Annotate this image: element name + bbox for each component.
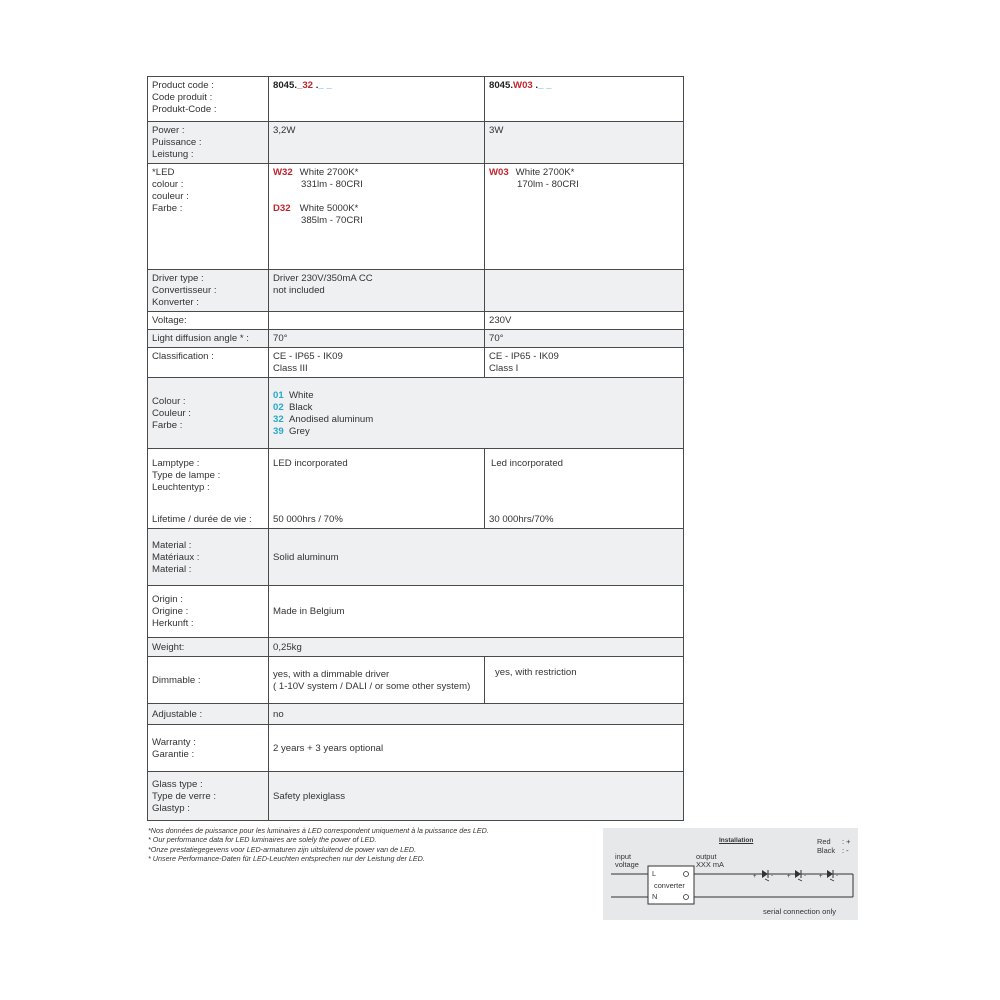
weight-value: 0,25kg bbox=[269, 638, 684, 657]
converter-label: converter bbox=[654, 881, 685, 890]
led-code: W03 bbox=[489, 167, 509, 178]
dimmable-col1 bbox=[269, 657, 485, 704]
colour-name: White bbox=[289, 389, 314, 401]
lifetime-value: 50 000hrs / 70% bbox=[273, 514, 343, 525]
label-line: couleur : bbox=[152, 191, 189, 202]
diffusion-col2: 70° bbox=[485, 330, 684, 348]
legend-red: Red bbox=[817, 837, 831, 846]
row-power bbox=[148, 122, 684, 164]
plus-sign: + bbox=[753, 874, 757, 880]
label-line: Origine : bbox=[152, 606, 189, 617]
classification-col1 bbox=[269, 348, 485, 378]
dimmable-col2: yes, with restriction bbox=[485, 657, 684, 704]
row-warranty bbox=[148, 725, 684, 772]
warranty-label bbox=[148, 725, 269, 772]
legend-black-sign: : - bbox=[842, 846, 849, 855]
colour-option bbox=[273, 402, 679, 414]
power-col2: 3W bbox=[485, 122, 684, 164]
label-line: Code produit : bbox=[152, 92, 213, 103]
product-code-col2 bbox=[485, 77, 684, 122]
label-line: Matériaux : bbox=[152, 551, 200, 563]
diffusion-col1: 70° bbox=[269, 330, 485, 348]
diagram-caption: serial connection only bbox=[763, 907, 837, 916]
label-line: Leistung : bbox=[152, 149, 194, 160]
colour-name: Black bbox=[289, 401, 313, 413]
spacer bbox=[273, 191, 480, 203]
code-blanks: _ _ bbox=[538, 80, 552, 91]
output-label: XXX mA bbox=[696, 860, 724, 869]
led-code: D32 bbox=[273, 203, 291, 214]
label-line: Farbe : bbox=[152, 203, 183, 214]
product-code-label bbox=[148, 77, 269, 122]
row-dimmable bbox=[148, 657, 684, 704]
material-value: Solid aluminum bbox=[269, 529, 684, 586]
glass-value: Safety plexiglass bbox=[269, 772, 684, 821]
converter-l-label: L bbox=[652, 869, 657, 878]
value-line: yes, with a dimmable driver bbox=[273, 668, 390, 680]
installation-diagram bbox=[603, 828, 858, 920]
value-line: ( 1-10V system / DALI / or some other system) bbox=[273, 680, 471, 692]
spec-table bbox=[147, 76, 684, 821]
label-line: Driver type : bbox=[152, 273, 204, 284]
led-spec: 331lm - 80CRI bbox=[301, 179, 363, 190]
row-product-code bbox=[148, 77, 684, 122]
origin-value: Made in Belgium bbox=[269, 586, 684, 638]
colour-code: 02 bbox=[273, 401, 284, 413]
lifetime-value: 30 000hrs/70% bbox=[489, 514, 554, 525]
led-name: White 5000K* bbox=[299, 203, 359, 214]
dimmable-label: Dimmable : bbox=[148, 657, 269, 704]
power-col1: 3,2W bbox=[269, 122, 485, 164]
colour-options bbox=[269, 378, 684, 449]
label-line: Lamptype : bbox=[152, 458, 200, 469]
diffusion-label: Light diffusion angle * : bbox=[148, 330, 269, 348]
lifetime-label: Lifetime / durée de vie : bbox=[152, 514, 252, 525]
code-suffix: . bbox=[313, 80, 319, 91]
classification-label: Classification : bbox=[148, 348, 269, 378]
label-line: Glass type : bbox=[152, 778, 203, 790]
warranty-value: 2 years + 3 years optional bbox=[269, 725, 684, 772]
code-prefix: 8045. bbox=[489, 80, 514, 91]
value-line: Driver 230V/350mA CC bbox=[273, 273, 373, 284]
lamptype-value: LED incorporated bbox=[273, 458, 348, 469]
value-line: Class III bbox=[273, 363, 308, 374]
output-label: output bbox=[696, 852, 717, 861]
lamptype-col2 bbox=[485, 449, 684, 529]
row-weight bbox=[148, 638, 684, 657]
led-name: White 2700K* bbox=[515, 167, 575, 178]
label-line: Konverter : bbox=[152, 297, 199, 308]
led-label bbox=[148, 164, 269, 270]
led-icon bbox=[795, 870, 802, 881]
legend-red-sign: : + bbox=[842, 837, 851, 846]
diagram-title: Installation bbox=[719, 837, 754, 844]
minus-sign: - bbox=[836, 873, 838, 879]
value-line: CE - IP65 - IK09 bbox=[489, 351, 559, 362]
code-prefix: 8045. bbox=[273, 80, 298, 91]
code-suffix: . bbox=[532, 80, 539, 91]
driver-col2 bbox=[485, 270, 684, 312]
value-line: Class I bbox=[489, 363, 519, 374]
label-line: Product code : bbox=[152, 80, 214, 91]
led-name: White 2700K* bbox=[299, 167, 359, 178]
colour-name: Anodised aluminum bbox=[289, 413, 374, 425]
led-option bbox=[489, 167, 679, 179]
row-lamptype bbox=[148, 449, 684, 529]
label-line: Puissance : bbox=[152, 137, 202, 148]
colour-label bbox=[148, 378, 269, 449]
input-label: input bbox=[615, 852, 632, 861]
power-label bbox=[148, 122, 269, 164]
origin-label bbox=[148, 586, 269, 638]
minus-sign: - bbox=[771, 873, 773, 879]
label-line: Leuchtentyp : bbox=[152, 482, 210, 493]
code-variant: W03 bbox=[513, 80, 533, 91]
lamptype-col1 bbox=[269, 449, 485, 529]
material-label bbox=[148, 529, 269, 586]
plus-sign: + bbox=[819, 874, 823, 880]
label-line: Power : bbox=[152, 125, 185, 136]
label-line: Farbe : bbox=[152, 419, 183, 431]
classification-col2 bbox=[485, 348, 684, 378]
led-option bbox=[273, 203, 480, 215]
product-code-col1 bbox=[269, 77, 485, 122]
minus-sign: - bbox=[804, 873, 806, 879]
colour-option bbox=[273, 426, 679, 438]
input-label: voltage bbox=[615, 860, 639, 869]
converter-n-label: N bbox=[652, 892, 658, 901]
driver-label bbox=[148, 270, 269, 312]
colour-code: 01 bbox=[273, 389, 284, 401]
label-line: Material : bbox=[152, 563, 192, 575]
footnote: *Onze prestatiegegevens voor LED-armaturen zijn uitsluitend de power van de LED. bbox=[148, 844, 417, 854]
row-voltage bbox=[148, 312, 684, 330]
colour-option bbox=[273, 414, 679, 426]
code-variant: _32 bbox=[297, 80, 314, 91]
row-driver bbox=[148, 270, 684, 312]
footnote: * Unsere Performance-Daten für LED-Leuchten entsprechen nur der Leistung der LED. bbox=[148, 854, 425, 864]
label-line: Produkt-Code : bbox=[152, 104, 217, 115]
label-line: Glastyp : bbox=[152, 802, 190, 814]
voltage-col1 bbox=[269, 312, 485, 330]
led-spec: 385lm - 70CRI bbox=[301, 215, 363, 226]
led-icon bbox=[762, 870, 769, 881]
led-option bbox=[273, 167, 480, 179]
row-classification bbox=[148, 348, 684, 378]
label-line: Herkunft : bbox=[152, 618, 194, 629]
led-spec: 170lm - 80CRI bbox=[517, 179, 579, 190]
code-blanks: _ _ bbox=[318, 80, 332, 91]
row-glass bbox=[148, 772, 684, 821]
footnote: * Our performance data for LED luminaires are solely the power of LED. bbox=[148, 835, 377, 845]
colour-option bbox=[273, 390, 679, 402]
label-line: Type de verre : bbox=[152, 790, 216, 802]
label-line: Type de lampe : bbox=[152, 470, 221, 481]
lamptype-value: Led incorporated bbox=[491, 458, 564, 469]
adjustable-label: Adjustable : bbox=[148, 704, 269, 725]
label-line: Colour : bbox=[152, 395, 186, 407]
label-line: Material : bbox=[152, 539, 192, 551]
colour-name: Grey bbox=[289, 425, 310, 437]
value-line: not included bbox=[273, 285, 325, 296]
row-adjustable bbox=[148, 704, 684, 725]
row-origin bbox=[148, 586, 684, 638]
colour-code: 32 bbox=[273, 413, 284, 425]
led-icon bbox=[827, 870, 834, 881]
lamptype-label bbox=[148, 449, 269, 529]
spacer bbox=[152, 494, 264, 506]
label-line: Convertisseur : bbox=[152, 285, 217, 296]
colour-code: 39 bbox=[273, 425, 284, 437]
value-line: CE - IP65 - IK09 bbox=[273, 351, 343, 362]
led-col1 bbox=[269, 164, 485, 270]
glass-label bbox=[148, 772, 269, 821]
footnote: *Nos données de puissance pour les luminaires à LED correspondent uniquement à la puissance des LED. bbox=[148, 826, 489, 835]
weight-label: Weight: bbox=[148, 638, 269, 657]
label-line: colour : bbox=[152, 179, 184, 190]
label-line: Origin : bbox=[152, 594, 183, 605]
label-line: Garantie : bbox=[152, 748, 195, 760]
voltage-label: Voltage: bbox=[148, 312, 269, 330]
plus-sign: + bbox=[787, 874, 791, 880]
row-colour bbox=[148, 378, 684, 449]
row-led bbox=[148, 164, 684, 270]
row-diffusion bbox=[148, 330, 684, 348]
led-col2 bbox=[485, 164, 684, 270]
adjustable-value: no bbox=[269, 704, 684, 725]
label-line: Warranty : bbox=[152, 736, 196, 748]
driver-col1 bbox=[269, 270, 485, 312]
label-line: Couleur : bbox=[152, 407, 191, 419]
led-code: W32 bbox=[273, 167, 293, 178]
footnotes bbox=[148, 826, 489, 864]
row-material bbox=[148, 529, 684, 586]
legend-black: Black bbox=[817, 846, 836, 855]
voltage-col2: 230V bbox=[485, 312, 684, 330]
label-line: *LED bbox=[152, 167, 175, 178]
